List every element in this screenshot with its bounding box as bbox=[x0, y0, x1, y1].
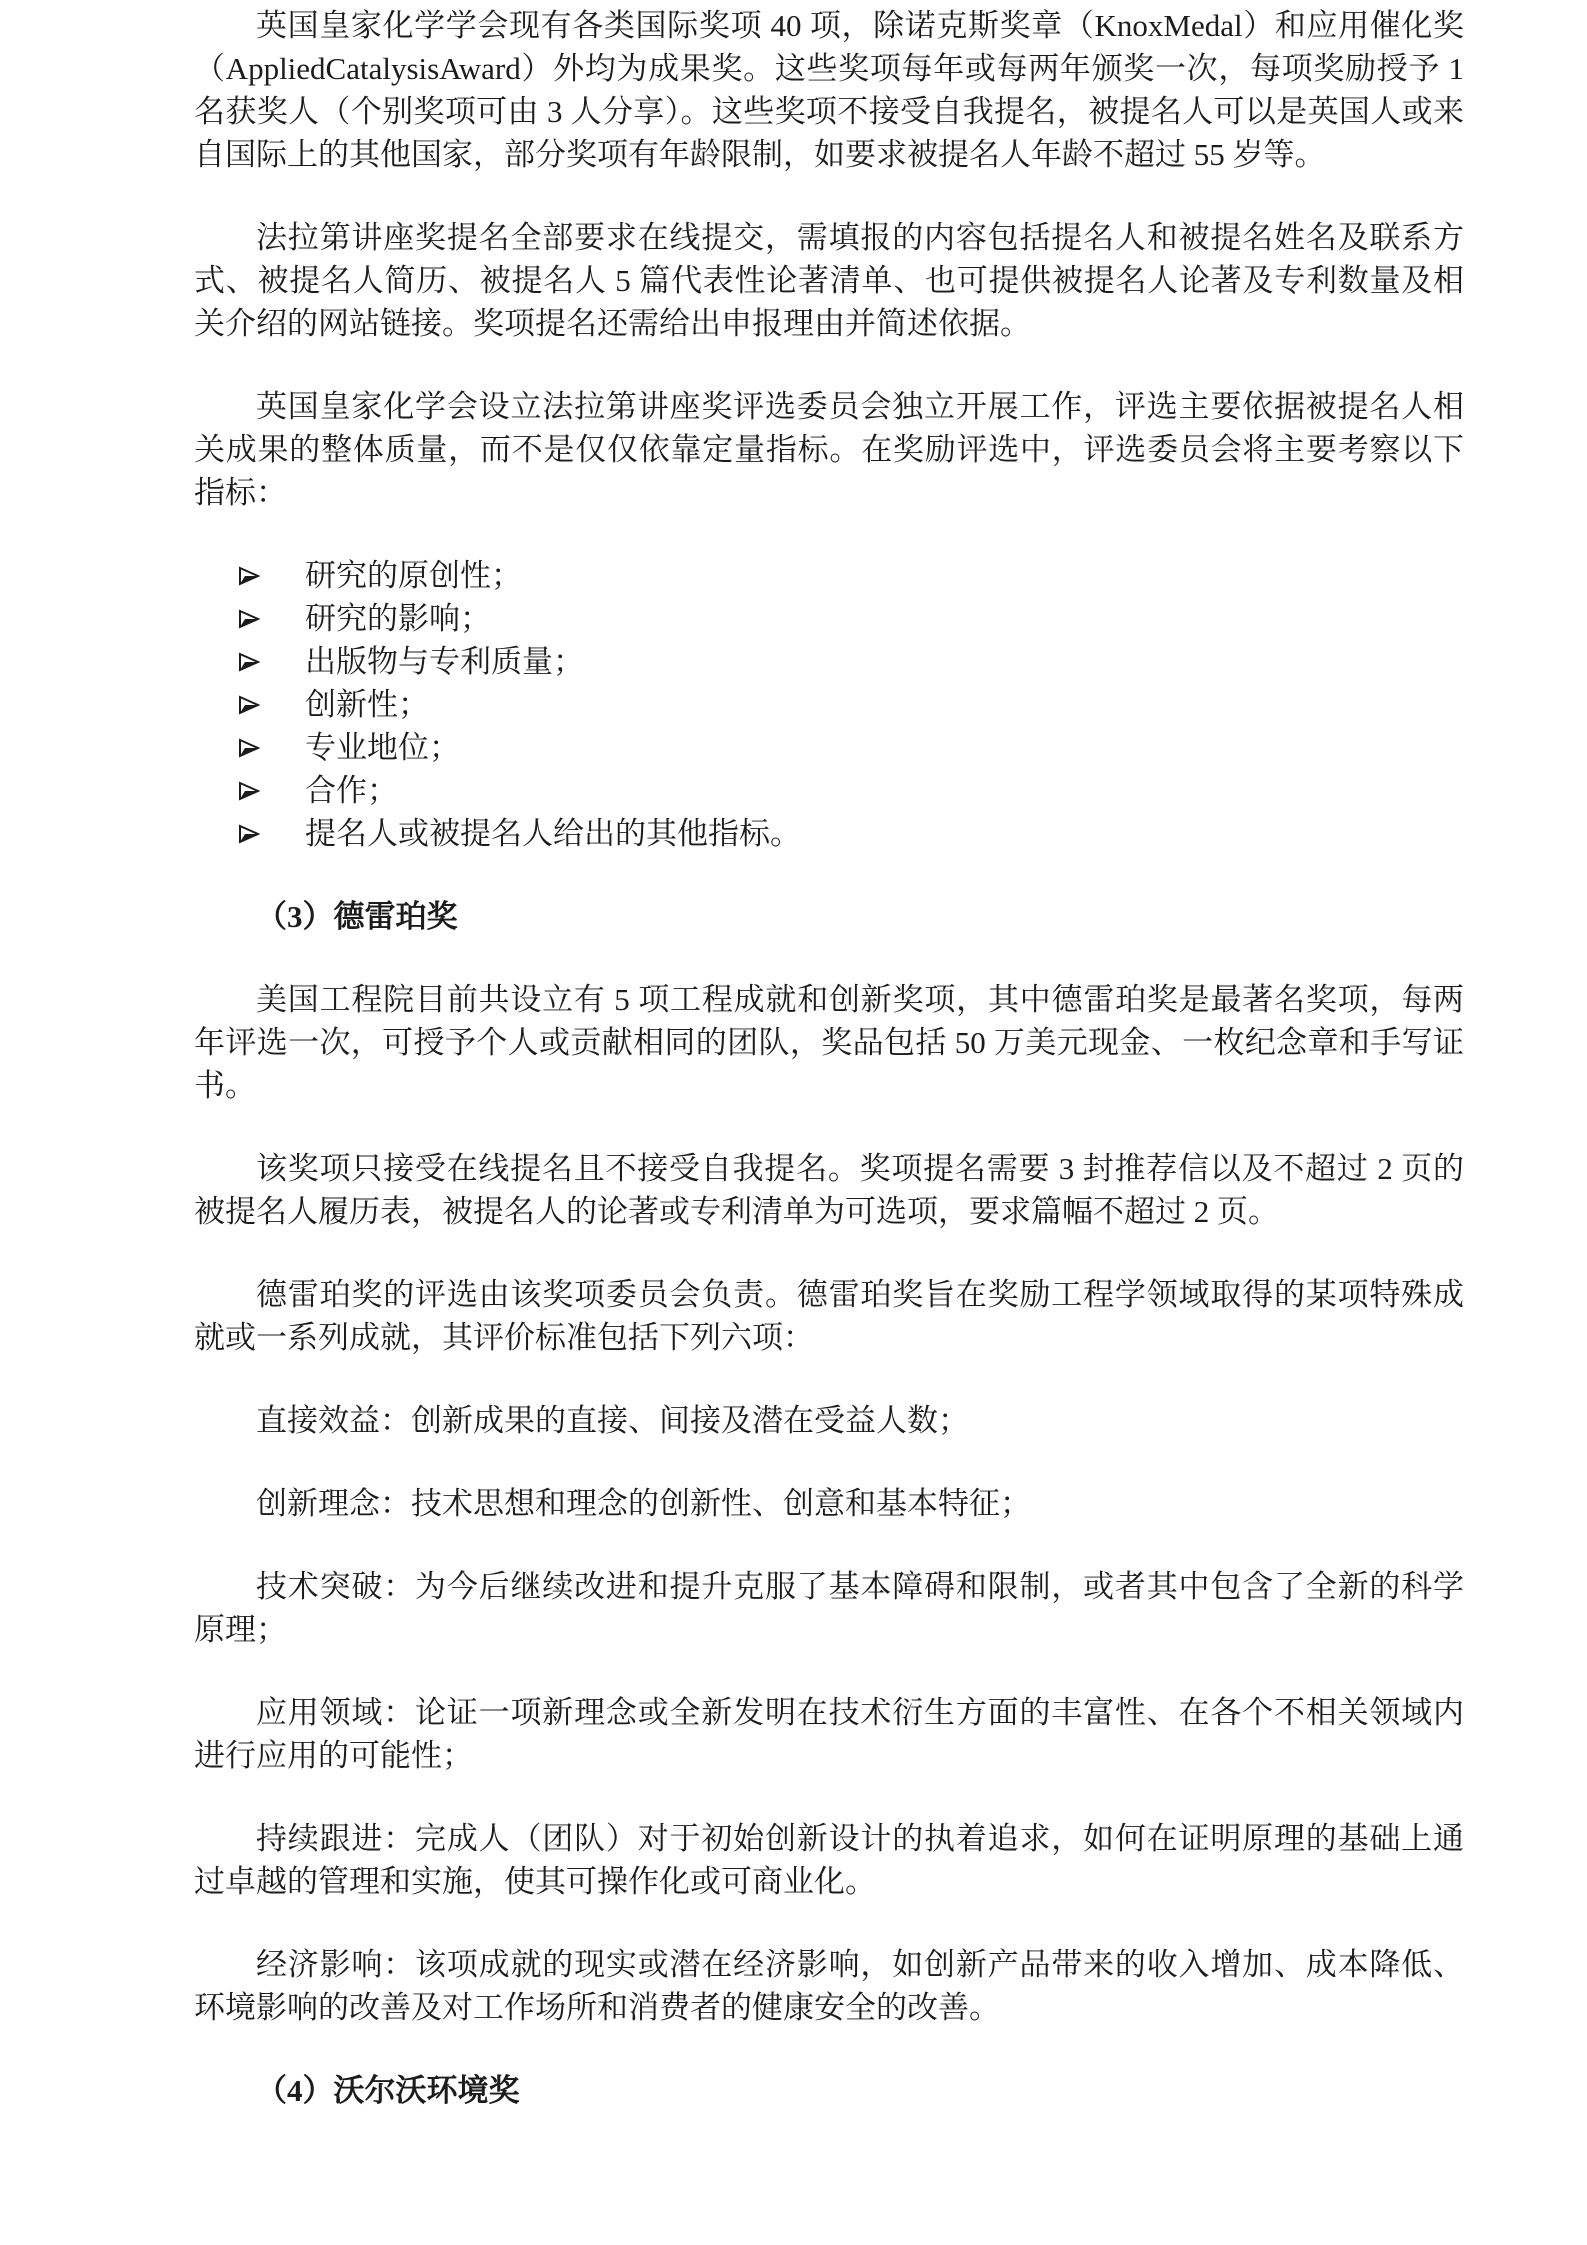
arrowhead-bullet-icon bbox=[237, 607, 261, 631]
paragraph-faraday-committee: 英国皇家化学会设立法拉第讲座奖评选委员会独立开展工作，评选主要依据被提名人相关成果的整体质量，而不是仅仅依靠定量指标。在奖励评选中，评选委员会将主要考察以下指标： bbox=[194, 389, 1464, 510]
arrowhead-bullet-icon bbox=[237, 650, 261, 674]
arrowhead-bullet-icon bbox=[237, 736, 261, 760]
paragraph-draper-selection: 德雷珀奖的评选由该奖项委员会负责。德雷珀奖旨在奖励工程学领域取得的某项特殊成就或一系列成就，其评价标准包括下列六项： bbox=[194, 1277, 1464, 1355]
criteria-item bbox=[194, 812, 1464, 855]
paragraph-criterion-innovation-concept: 创新理念：技术思想和理念的创新性、创意和基本特征； bbox=[256, 1486, 1031, 1521]
criteria-item bbox=[194, 554, 1464, 597]
document-body bbox=[194, 4, 1464, 2152]
arrowhead-bullet-icon bbox=[237, 822, 261, 846]
criteria-item-label: 研究的原创性； bbox=[305, 558, 522, 593]
paragraph-criterion-follow-through: 持续跟进：完成人（团队）对于初始创新设计的执着追求，如何在证明原理的基础上通过卓越的管理和实施，使其可操作化或可商业化。 bbox=[194, 1821, 1464, 1899]
paragraph-criterion-application-field: 应用领域：论证一项新理念或全新发明在技术衍生方面的丰富性、在各个不相关领域内进行应用的可能性； bbox=[194, 1695, 1464, 1773]
criteria-item-label: 合作； bbox=[305, 773, 398, 808]
criteria-item-label: 专业地位； bbox=[305, 730, 460, 765]
criteria-item bbox=[194, 683, 1464, 726]
paragraph-rsc-awards-overview: 英国皇家化学学会现有各类国际奖项 40 项，除诺克斯奖章（KnoxMedal）和应用催化奖（AppliedCatalysisAward）外均为成果奖。这些奖项每年或每两年颁奖一次，每项奖励授予 1 名获奖人（个别奖项可由 3 人分享）。这些奖项不接受自我提名，被提名人可以是英国人或来自国际上的其他国家，部分奖项有年龄限制，如要求被提名人年龄不超过 55 岁等。 bbox=[194, 8, 1464, 172]
paragraph-draper-nomination: 该奖项只接受在线提名且不接受自我提名。奖项提名需要 3 封推荐信以及不超过 2 页的被提名人履历表，被提名人的论著或专利清单为可选项，要求篇幅不超过 2 页。 bbox=[194, 1151, 1464, 1229]
paragraph-criterion-economic-impact: 经济影响：该项成就的现实或潜在经济影响，如创新产品带来的收入增加、成本降低、环境影响的改善及对工作场所和消费者的健康安全的改善。 bbox=[194, 1947, 1464, 2025]
criteria-item-label: 出版物与专利质量； bbox=[305, 644, 584, 679]
section-heading-draper-prize: （3）德雷珀奖 bbox=[256, 899, 458, 934]
paragraph-criterion-tech-breakthrough: 技术突破：为今后继续改进和提升克服了基本障碍和限制，或者其中包含了全新的科学原理； bbox=[194, 1569, 1464, 1647]
criteria-item bbox=[194, 726, 1464, 769]
section-heading-volvo-environment-prize: （4）沃尔沃环境奖 bbox=[256, 2073, 520, 2108]
criteria-item-label: 研究的影响； bbox=[305, 601, 491, 636]
criteria-item bbox=[194, 640, 1464, 683]
paragraph-criterion-direct-benefit: 直接效益：创新成果的直接、间接及潜在受益人数； bbox=[256, 1403, 969, 1438]
arrowhead-bullet-icon bbox=[237, 564, 261, 588]
criteria-list bbox=[194, 554, 1464, 855]
arrowhead-bullet-icon bbox=[237, 779, 261, 803]
criteria-item bbox=[194, 769, 1464, 812]
arrowhead-bullet-icon bbox=[237, 693, 261, 717]
criteria-item bbox=[194, 597, 1464, 640]
criteria-item-label: 提名人或被提名人给出的其他指标。 bbox=[305, 816, 801, 851]
criteria-item-label: 创新性； bbox=[305, 687, 429, 722]
paragraph-faraday-nomination: 法拉第讲座奖提名全部要求在线提交，需填报的内容包括提名人和被提名姓名及联系方式、被提名人简历、被提名人 5 篇代表性论著清单、也可提供被提名人论著及专利数量及相关介绍的网站链接。奖项提名还需给出申报理由并简述依据。 bbox=[194, 220, 1464, 341]
paragraph-draper-overview: 美国工程院目前共设立有 5 项工程成就和创新奖项，其中德雷珀奖是最著名奖项，每两年评选一次，可授予个人或贡献相同的团队，奖品包括 50 万美元现金、一枚纪念章和手写证书。 bbox=[194, 982, 1464, 1103]
